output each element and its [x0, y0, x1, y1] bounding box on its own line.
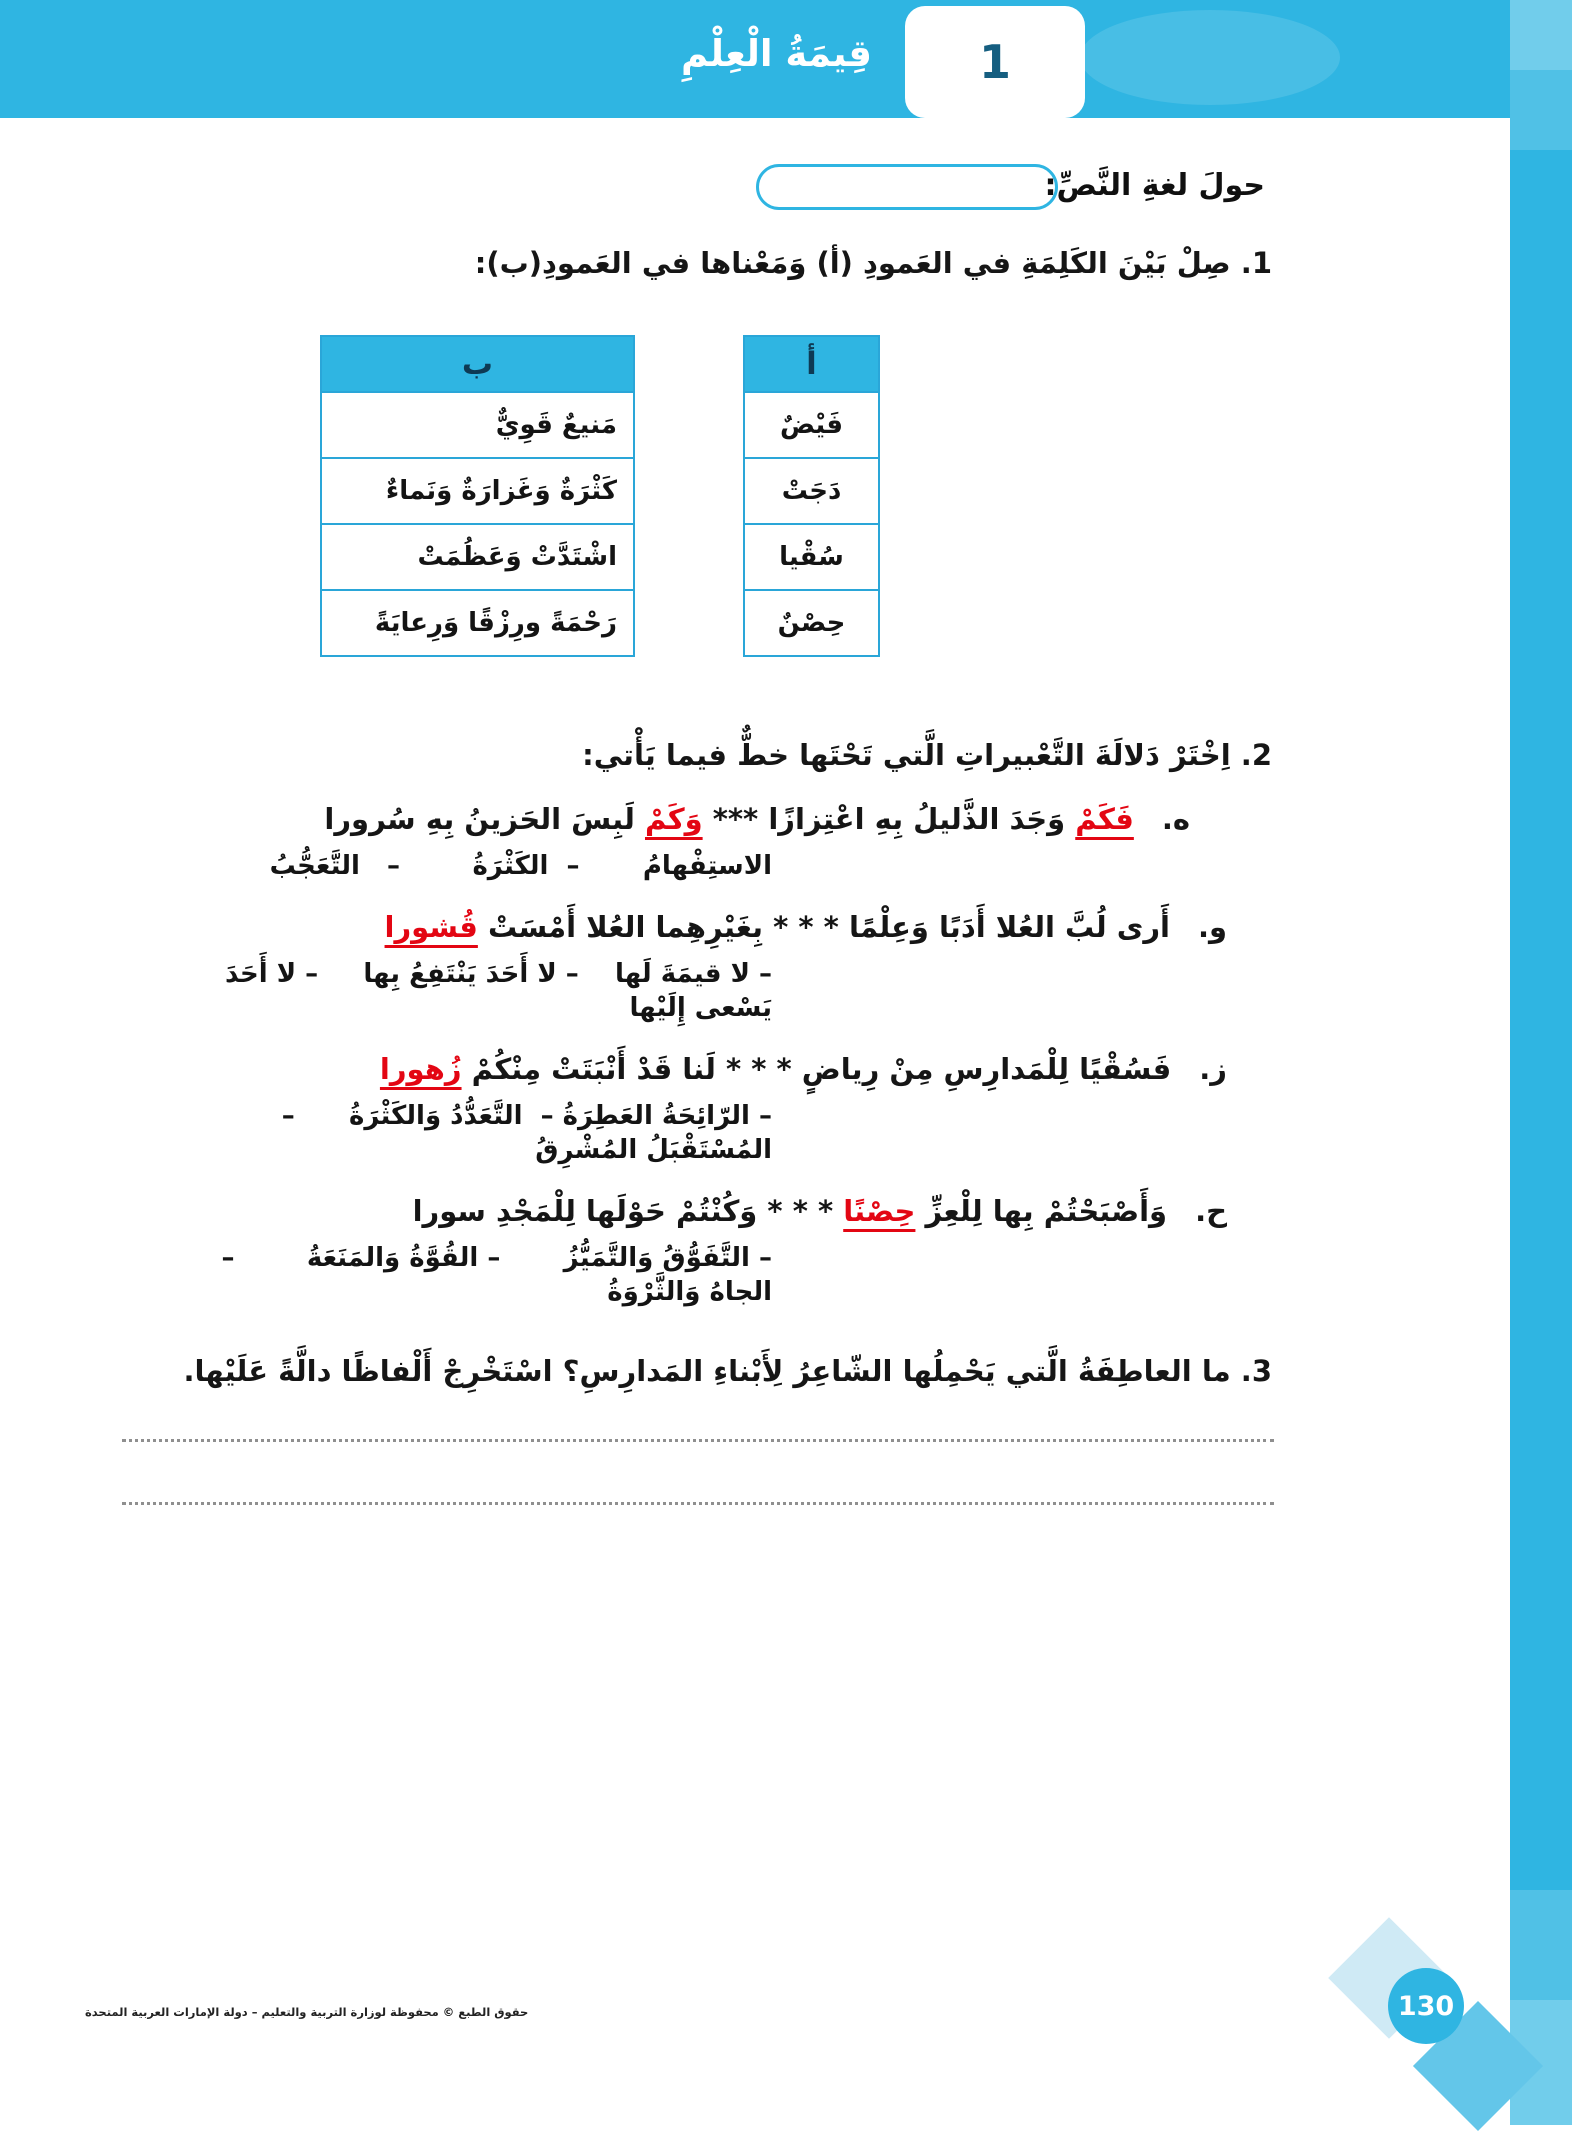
table-a-header: أ [744, 336, 879, 392]
table-a-cell: دَجَتْ [744, 458, 879, 524]
item-letter: ز. [1199, 1052, 1227, 1086]
page-number-badge [1388, 1968, 1464, 2044]
band-glow-decoration [1080, 10, 1340, 105]
answer-line [122, 1502, 1274, 1505]
verse-text: وَأَصْبَحْتُمْ بِها لِلْعِزِّ [915, 1194, 1168, 1228]
q2-item-options: – لا قيمَةَ لَها – لا أَحَدَ يَنْتَفِعُ بِها – لا أَحَدَ يَسْعى إِلَيْها [215, 959, 772, 1023]
footer-copyright: حقوق الطبع © محفوظة لوزارة التربية والتعليم – دولة الإمارات العربية المتحدة [85, 2005, 529, 2019]
q2-item-options: – الرّائِحَةُ العَطِرَةُ – التَّعَدُّدُ وَالكَثْرَةُ – المُسْتَقْبَلُ المُشْرِقُ [272, 1101, 772, 1165]
item-letter: ه. [1161, 802, 1190, 836]
side-strip [1510, 0, 1572, 2125]
table-b-cell: مَنيعٌ قَوِيٌّ [321, 392, 634, 458]
q2-item-verse [150, 1189, 1227, 1233]
underlined-word: زُهورا [379, 1052, 462, 1086]
verse-text: أَرى لُبَّ العُلا أَدَبًا وَعِلْمًا * * * بِغَيْرِهِما العُلا أَمْسَتْ [477, 910, 1170, 944]
underlined-word: حِصْنًا [843, 1194, 916, 1228]
match-tables [150, 335, 1272, 657]
answer-line [122, 1439, 1274, 1442]
lesson-number: 1 [979, 35, 1012, 89]
underlined-word: قُشورا [384, 910, 478, 944]
q2-item-options: الاستِفْهامُ – الكَثْرَةُ – التَّعَجُّبُ [269, 851, 772, 881]
table-a-cell: فَيْضٌ [744, 392, 879, 458]
table-b-cell: رَحْمَةً ورِزْقًا وَرِعايَةً [321, 590, 634, 656]
item-letter: ح. [1195, 1194, 1227, 1228]
table-a-cell: حِصْنٌ [744, 590, 879, 656]
verse-text: فَسُقْيًا لِلْمَدارِسِ مِنْ رِياضٍ * * * لَنا قَدْ أَنْبَتَتْ مِنْكُمْ [461, 1052, 1172, 1086]
table-b-header: ب [321, 336, 634, 392]
q2-item-verse [150, 1047, 1227, 1091]
q2-heading: 2. اِخْتَرْ دَلالَةَ التَّعْبيراتِ الَّتي تَحْتَها خطٌّ فيما يَأْتي: [582, 738, 1272, 772]
q2-item-options: – التَّفَوُّقُ وَالتَّمَيُّزُ – القُوَّةُ وَالمَنَعَةُ – الجاهُ وَالثَّرْوَةُ [212, 1243, 772, 1307]
q2-item-verse [150, 905, 1227, 949]
underlined-word: وَكَمْ [644, 802, 703, 836]
match-table-a [743, 335, 880, 657]
strip-texture [1510, 0, 1572, 70]
table-a-cell: سُقْيا [744, 524, 879, 590]
section-pill [756, 164, 1058, 210]
section-pill-label: حولَ لغةِ النَّصِّ: [1044, 168, 1265, 203]
strip-texture [1510, 1890, 1572, 2000]
verse-text: لَبِسَ الحَزينُ بِهِ سُرورا [324, 802, 645, 836]
table-b-cell: اشْتَدَّتْ وَعَظُمَتْ [321, 524, 634, 590]
lesson-number-box [905, 6, 1085, 118]
page-number: 130 [1397, 1990, 1455, 2022]
table-b-cell: كَثْرَةٌ وَغَزارَةٌ وَنَماءٌ [321, 458, 634, 524]
item-letter: و. [1197, 910, 1227, 944]
underlined-word: فَكَمْ [1075, 802, 1134, 836]
q1-heading: 1. صِلْ بَيْنَ الكَلِمَةِ في العَمودِ (أ) وَمَعْناها في العَمودِ(ب): [474, 246, 1272, 280]
page-content [150, 243, 1272, 1505]
strip-texture [1510, 70, 1572, 150]
q2-item-verse [150, 797, 1190, 841]
verse-text: * * * وَكُنْتُمْ حَوْلَها لِلْمَجْدِ سورا [412, 1194, 844, 1228]
q3-heading: 3. ما العاطِفَةُ الَّتي يَحْمِلُها الشّاعِرُ لِأَبْناءِ المَدارِسِ؟ اسْتَخْرِجْ أَلْفاظًا دالَّةً عَلَيْها. [183, 1354, 1272, 1388]
verse-text: وَجَدَ الذَّليلُ بِهِ اعْتِزازًا *** [702, 802, 1076, 836]
match-table-b [320, 335, 635, 657]
lesson-title: قِيمَةُ الْعِلْمِ [680, 32, 872, 75]
